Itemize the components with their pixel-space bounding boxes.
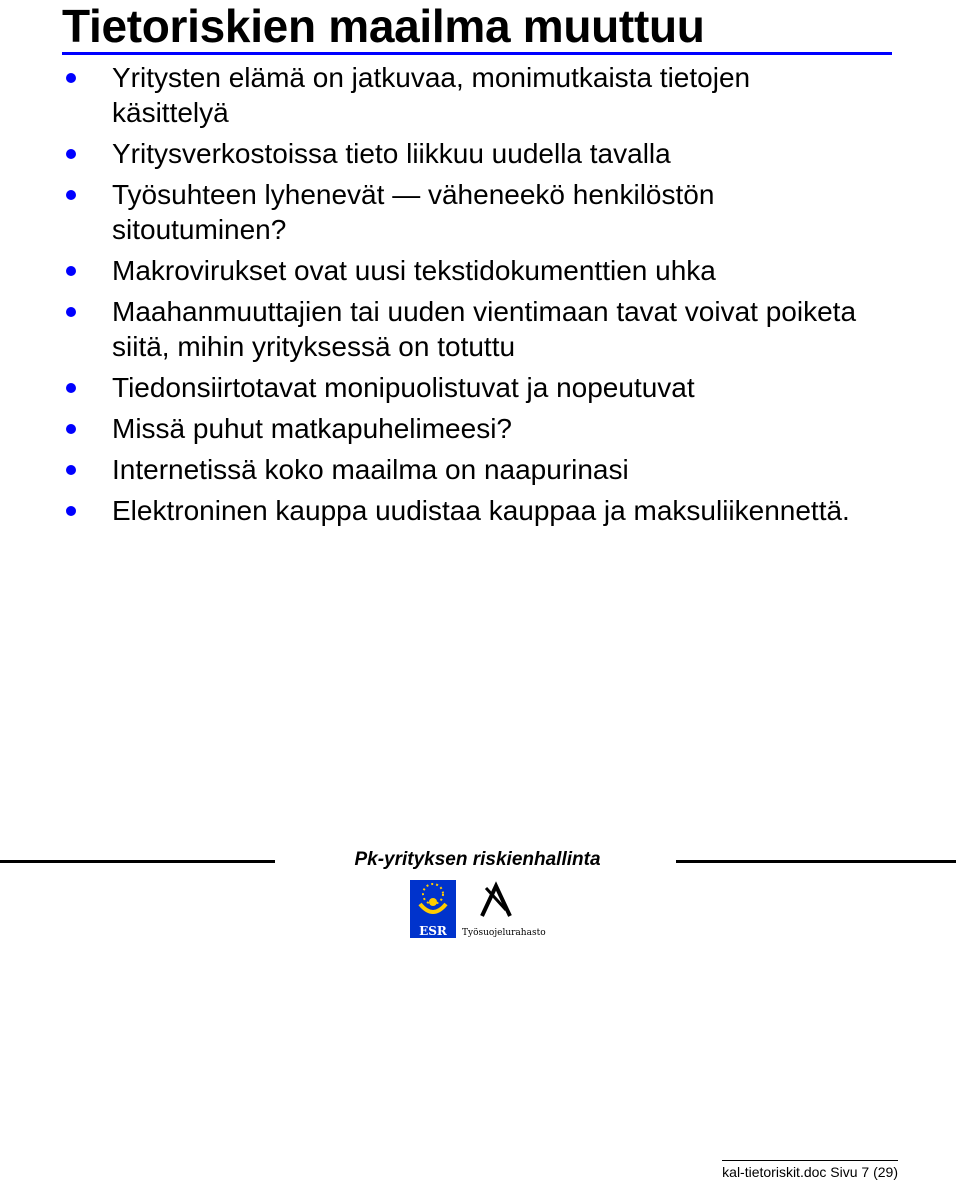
footer-title: Pk-yrityksen riskienhallinta <box>354 849 601 870</box>
list-item <box>62 452 862 487</box>
tyosuojelurahasto-logo-icon <box>478 882 514 920</box>
list-item <box>62 177 862 247</box>
bullet-text: Maahanmuuttajien tai uuden vientimaan tavat voivat poiketa siitä, mihin yrityksessä on totuttu <box>112 296 857 362</box>
bullet-text: Missä puhut matkapuhelimeesi? <box>112 413 512 444</box>
page-number: kal-tietoriskit.doc Sivu 7 (29) <box>722 1160 898 1181</box>
bullet-text: Työsuhteen lyhenevät — väheneekö henkilöstön sitoutuminen? <box>112 179 715 245</box>
list-item <box>62 136 862 171</box>
bullet-icon <box>66 190 76 200</box>
bullet-text: Internetissä koko maailma on naapurinasi <box>112 454 629 485</box>
bullet-icon <box>66 266 76 276</box>
bullet-icon <box>66 465 76 475</box>
bullet-text: Tiedonsiirtotavat monipuolistuvat ja nopeutuvat <box>112 372 695 403</box>
bullet-icon <box>66 383 76 393</box>
esr-logo-icon <box>410 880 456 938</box>
bullet-text: Yritysverkostoissa tieto liikkuu uudella tavalla <box>112 138 671 169</box>
bullet-text: Makrovirukset ovat uusi tekstidokumenttien uhka <box>112 255 716 286</box>
footer-divider-right <box>676 860 956 863</box>
page-title: Tietoriskien maailma muuttuu <box>62 0 892 55</box>
bullet-text: Elektroninen kauppa uudistaa kauppaa ja maksuliikennettä. <box>112 495 850 526</box>
list-item <box>62 294 862 364</box>
bullet-icon <box>66 506 76 516</box>
bullet-list <box>62 60 862 534</box>
list-item <box>62 60 862 130</box>
esr-logo-text: ESR <box>419 924 447 938</box>
list-item <box>62 411 862 446</box>
bullet-text: Yritysten elämä on jatkuvaa, monimutkaista tietojen käsittelyä <box>112 62 751 128</box>
tyosuojelurahasto-text: Työsuojelurahasto <box>462 928 546 938</box>
list-item <box>62 370 862 405</box>
list-item <box>62 253 862 288</box>
bullet-icon <box>66 149 76 159</box>
bullet-icon <box>66 307 76 317</box>
footer-divider-left <box>0 860 275 863</box>
bullet-icon <box>66 73 76 83</box>
list-item <box>62 493 862 528</box>
bullet-icon <box>66 424 76 434</box>
